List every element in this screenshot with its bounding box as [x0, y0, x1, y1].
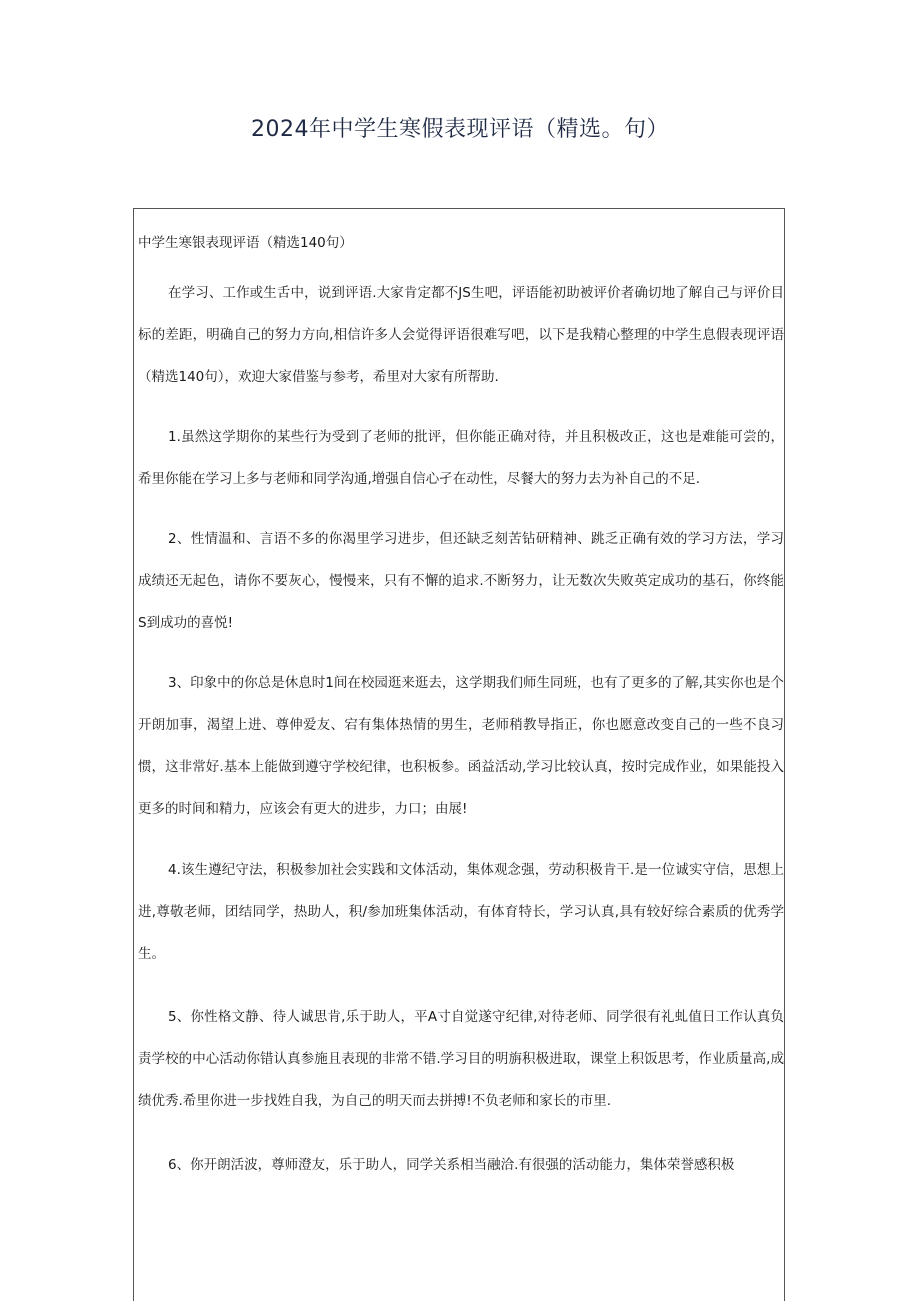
document-title: 2024年中学生寒假表现评语（精选。句） [251, 117, 669, 142]
comment-paragraph-4: 4.该生遵纪守法，积极参加社会实践和文体活动，集体观念强，劳动积极肯干.是一位诚实守信，思想上进,尊敬老师，团结同学，热助人，积/参加班集体活动，有体育特长，学习认真,具有较好综合素质的优秀学生。 [138, 862, 784, 962]
comment-paragraph-3: 3、印象中的你总是休息时1间在校园逛来逛去，这学期我们师生同班，也有了更多的了解,其实你也是个开朗加事，渴望上进、尊伸爱友、宕有集体热情的男生，老师稍教导指正，你也愿意改变自己的一些不良习惯，这非常好.基本上能做到遵守学校纪律，也积板参。函益活动,学习比较认真，按时完成作业，如果能投入更多的时间和精力，应该会有更大的进步，力口；由展! [138, 675, 784, 817]
comment-paragraph-2: 2、性情温和、言语不多的你渴里学习进步，但还缺乏刻苦钻研精神、跳乏正确有效的学习方法，学习成绩还无起色，请你不要灰心，慢慢来，只有不懈的追求.不断努力，让无数次失败英定成功的基石，你终能S到成功的喜悦! [138, 531, 784, 631]
content-frame [133, 208, 785, 1301]
section-heading: 中学生寒银表现评语（精选140句） [138, 235, 353, 251]
intro-paragraph: 在学习、工作或生舌中，说到评语.大家肯定都不JS生吧，评语能初助被评价者确切地了解自己与评价目标的差距，明确自己的努力方向,相信许多人会觉得评语很难写吧，以下是我精心整理的中学生息假表现评语（精选140句），欢迎大家借鉴与参考，希里对大家有所帮助. [138, 285, 784, 385]
comment-paragraph-6: 6、你开朗活波，尊师澄友，乐于助人，同学关系相当融洽.有很强的活动能力，集体荣誉感积极 [168, 1157, 735, 1173]
comment-paragraph-5: 5、你性格文静、待人诚思肯,乐于助人，平A寸自觉遂守纪律,对待老师、同学很有礼虬值日工作认真负责学校的中心活动你错认真参施且表现的非常不错.学习目的明旃积极进取，课堂上积饭思考，作业质量高,成绩优秀.希里你进一步找姓自我，为自己的明天而去拼搏!不负老师和家长的市里. [138, 1009, 784, 1109]
comment-paragraph-1: 1.虽然这学期你的某些行为受到了老师的批评，但你能正确对待，并且积极改正，这也是难能可尝的，希里你能在学习上多与老师和同学沟通,增强自信心孑在动性，尽餐大的努力去为补自己的不足. [138, 429, 784, 487]
